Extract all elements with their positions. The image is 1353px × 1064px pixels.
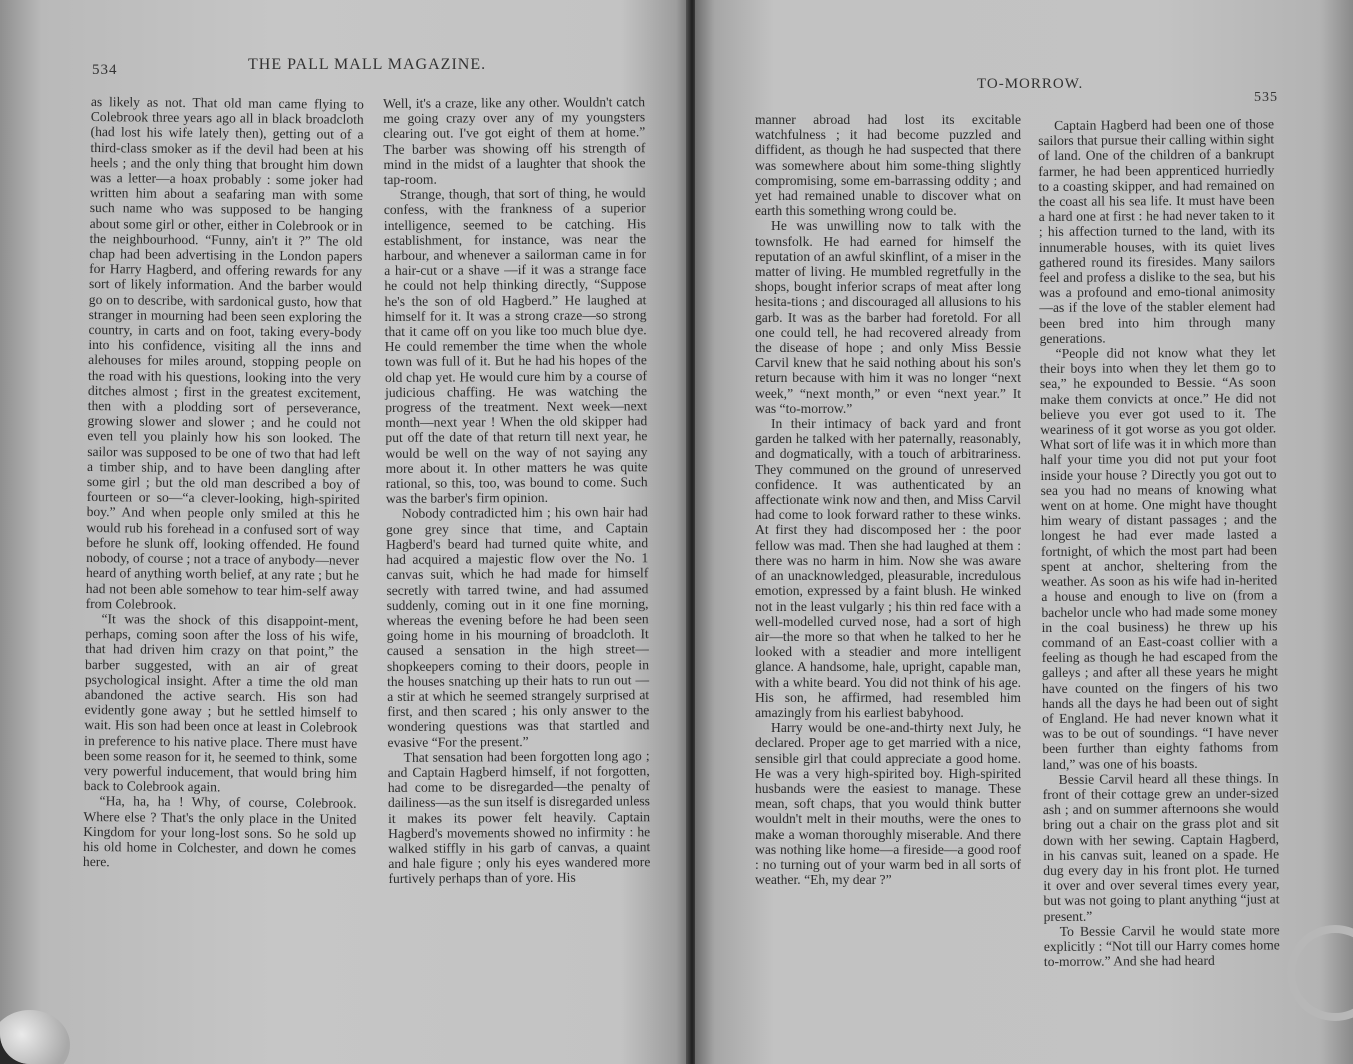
thumb-shadow [0,1010,70,1064]
paragraph: “Ha, ha, ha ! Why, of course, Colebrook. Where else ? That's the only place in the United Kingdom for your long-lost sons. So he sold up his old home in Colchester, and down he comes here. [82,793,357,870]
running-head-left: THE PALL MALL MAGAZINE. [248,56,487,73]
paragraph: Nobody contradicted him ; his own hair had gone grey since that time, and Captain Hagberd's beard had turned quite white, and had acquired a majestic flow over the No. 1 canvas suit, which he had made for himself secretly with tarred twine, and had assumed suddenly, coming out in it one fine morning, whereas the evening before he had been seen going home in his mourning of broadcloth. It caused a sensation in the high street—shopkeepers coming to their doors, people in the houses snatching up their hats to run out —a stir at which he seemed strangely surprised at first, and then scared ; his only answer to the wondering questions was that startled and evasive “For the present.” [385,504,650,750]
running-head-right: TO-MORROW. [977,76,1084,92]
binder-ring [1287,925,1353,1021]
page-number-right: 535 [1254,90,1278,105]
paragraph: “People did not know what they let their boys into when they let them go to sea,” he expounded to Bessie. “As soon make them convicts at once.” He did not believe you ever got used to it. The weariness of it got worse as you got older. What sort of life was it in which more than half your time you did not put your foot inside your house ? Directly you got out to sea you had no means of knowing what went on at home. One might have thought him weary of distant passages ; and the longest he had ever made lasted a fortnight, of which the most part had been spent at anchor, sheltering from the weather. As soon as his wife had in-herited a house and enough to live on (from a bachelor uncle who had made some money in the coal business) he threw up his command of an East-coast collier with a feeling as though he had escaped from the galleys ; and after all these years he might have counted on the fingers of his two hands all the days he had been out of sight of England. He had never known what it was to be out of soundings. “I have never been further than eighty fathoms from land,” was one of his boasts. [1039,344,1279,772]
paragraph: Captain Hagberd had been one of those sailors that pursue their calling within sight of land. One of the children of a bankrupt farmer, he had been apprenticed hurriedly to a coasting skipper, and had remained on the coast all his sea life. It must have been a hard one at first : he had never taken to it ; his affection turned to the land, with its innumerable houses, with its quiet lives gathered round its firesides. Many sailors feel and profess a dislike to the sea, but his was a profound and emo-tional animosity—as if the love of the stabler element had been bred into him through many generations. [1038,116,1276,346]
left-column-1 [83,94,364,872]
right-page [695,0,1353,1064]
paragraph: To Bessie Carvil he would state more explicitly : “Not till our Harry comes home to-morrow.” And she had heard [1043,922,1280,970]
paragraph: In their intimacy of back yard and front garden he talked with her paternally, reasonably, and dogmatically, with a touch of arbitrariness. They communed on the ground of unreserved confidence. It was authenticated by an affectionate wink now and then, and Miss Carvil had come to look forward rather to these winks. At first they had discomposed her : the poor fellow was mad. Then she had laughed at them : there was no harm in him. Now she was aware of an unacknowledged, pleasurable, incredulous emotion, expressed by a faint blush. He winked not in the least vulgarly ; his thin red face with a well-modelled curved nose, had a sort of high air—the more so that when he talked to her he looked with a steadier and more intelligent glance. A handsome, hale, upright, capable man, with a white beard. You did not think of his age. His son, he affirmed, had resembled him amazingly from his earliest babyhood. [755,416,1021,720]
right-column-1 [755,112,1021,887]
right-column-2 [1038,116,1280,969]
paragraph: Strange, though, that sort of thing, he would confess, with the frankness of a superior intelligence, seemed to be catching. His establishment, for instance, was near the harbour, and whenever a sailorman came in for a hair-cut or a shave —if it was a strange face he could not help thinking directly, “Suppose he's the son of old Hagberd.” He laughed at himself for it. It was a strong craze—so strong that it came off on you like too much blue dye. He could remember the time when the whole town was full of it. But he had his hopes of the old chap yet. He would cure him by a course of judicious chaffing. He was watching the progress of the treatment. Next week—next month—next year ! When the old skipper had put off the date of that return till next year, he would be well on the way of not saying any more about it. In other matters he was quite rational, so this, too, was bound to come. Such was the barber's firm opinion. [383,185,648,507]
paragraph: as likely as not. That old man came flying to Colebrook three years ago all in black broadcloth (had lost his wife lately then), getting out of a third-class smoker as if the devil had been at his heels ; and the only thing that brought him down was a letter—a hoax probably : some joker had written him about a seafaring man with some such name who was supposed to be hanging about some girl or other, either in Colebrook or in the neighbourhood. “Funny, ain't it ?” The old chap had been advertising in the London papers for Harry Hagberd, and offering rewards for any sort of likely information. And the barber would go on to describe, with sardonical gusto, how that stranger in mourning had been seen exploring the country, in carts and on foot, taking every-body into his confidence, visiting all the inns and alehouses for miles around, stopping people on the road with his questions, looking into the very ditches almost ; first in the greatest excitement, then with a plodding sort of perseverance, growing slower and slower ; and he could not even tell you plainly how his son looked. The sailor was supposed to be one of two that had left a timber ship, and to have been dangling after some girl ; but the old man described a boy of fourteen or so—“a clever-looking, high-spirited boy.” And when people only smiled at this he would rub his forehead in a confused sort of way before he slunk off, looking offended. He found nobody, of course ; not a trace of anybody—never heard of anything worth belief, at any rate ; but he had not been able somehow to tear him-self away from Colebrook. [85,94,364,612]
page-number-left: 534 [92,62,118,78]
paragraph: Harry would be one-and-thirty next July, he declared. Proper age to get married with a nice, sensible girl that could appreciate a good home. He was a very high-spirited boy. High-spirited husbands were the easiest to manage. These mean, soft chaps, that you would think butter wouldn't melt in their mouths, were the ones to make a woman thoroughly miserable. And there was nothing like home—a fireside—a good roof : no turning out of your warm bed in all sorts of weather. “Eh, my dear ?” [755,720,1021,888]
paragraph: He was unwilling now to talk with the townsfolk. He had earned for himself the reputation of an awful skinflint, of a miser in the matter of living. He mumbled regretfully in the shops, bought inferior scraps of meat after long hesita-tions ; and discouraged all allusions to his garb. It was as the barber had foretold. For all one could tell, he had recovered already from the disease of hope ; and only Miss Bessie Carvil knew that he said nothing about his son's return because with him it was no longer “next week,” “next month,” or even “next year.” It was “to-morrow.” [755,218,1021,416]
paragraph: That sensation had been forgotten long ago ; and Captain Hagberd himself, if not forgotten, had come to be disregarded—the penalty of dailiness—as the sun itself is disregarded unless it makes its power felt heavily. Captain Hagberd's movements showed no infirmity : he walked stiffly in his garb of canvas, a quaint and hale figure ; only his eyes wandered more furtively perhaps than of yore. His [387,747,651,887]
left-column-2 [383,94,651,886]
paragraph: manner abroad had lost its excitable watchfulness ; it had become puzzled and diffident, as though he had suspected that there was somewhere about him some-thing slightly compromising, some em-barrassing oddity ; and yet had remained unable to discover what on earth this something wrong could be. [755,112,1021,219]
paragraph: Bessie Carvil heard all these things. In front of their cottage grew an under-sized ash ; and on summer afternoons she would bring out a chair on the grass plot and sit down with her sewing. Captain Hagberd, in his canvas suit, leaned on a spade. He dug every day in his front plot. He turned it over and over several times every year, but was not going to plant anything “just at present.” [1042,770,1280,924]
paragraph: “It was the shock of this disappoint-ment, perhaps, coming soon after the loss of his wife, that had driven him crazy on that point,” the barber suggested, with an air of great psychological insight. After a time the old man abandoned the active search. His son had evidently gone away ; but he settled himself to wait. His son had been once at least in Colebrook in preference to his native place. There must have been some reason for it, he seemed to think, some very powerful inducement, that would bring him back to Colebrook again. [83,611,359,795]
paragraph: Well, it's a craze, like any other. Wouldn't catch me going crazy over any of my youngsters clearing out. I've got eight of them at home.” The barber was showing off his strength of mind in the midst of a laughter that shook the tap-room. [383,94,646,188]
